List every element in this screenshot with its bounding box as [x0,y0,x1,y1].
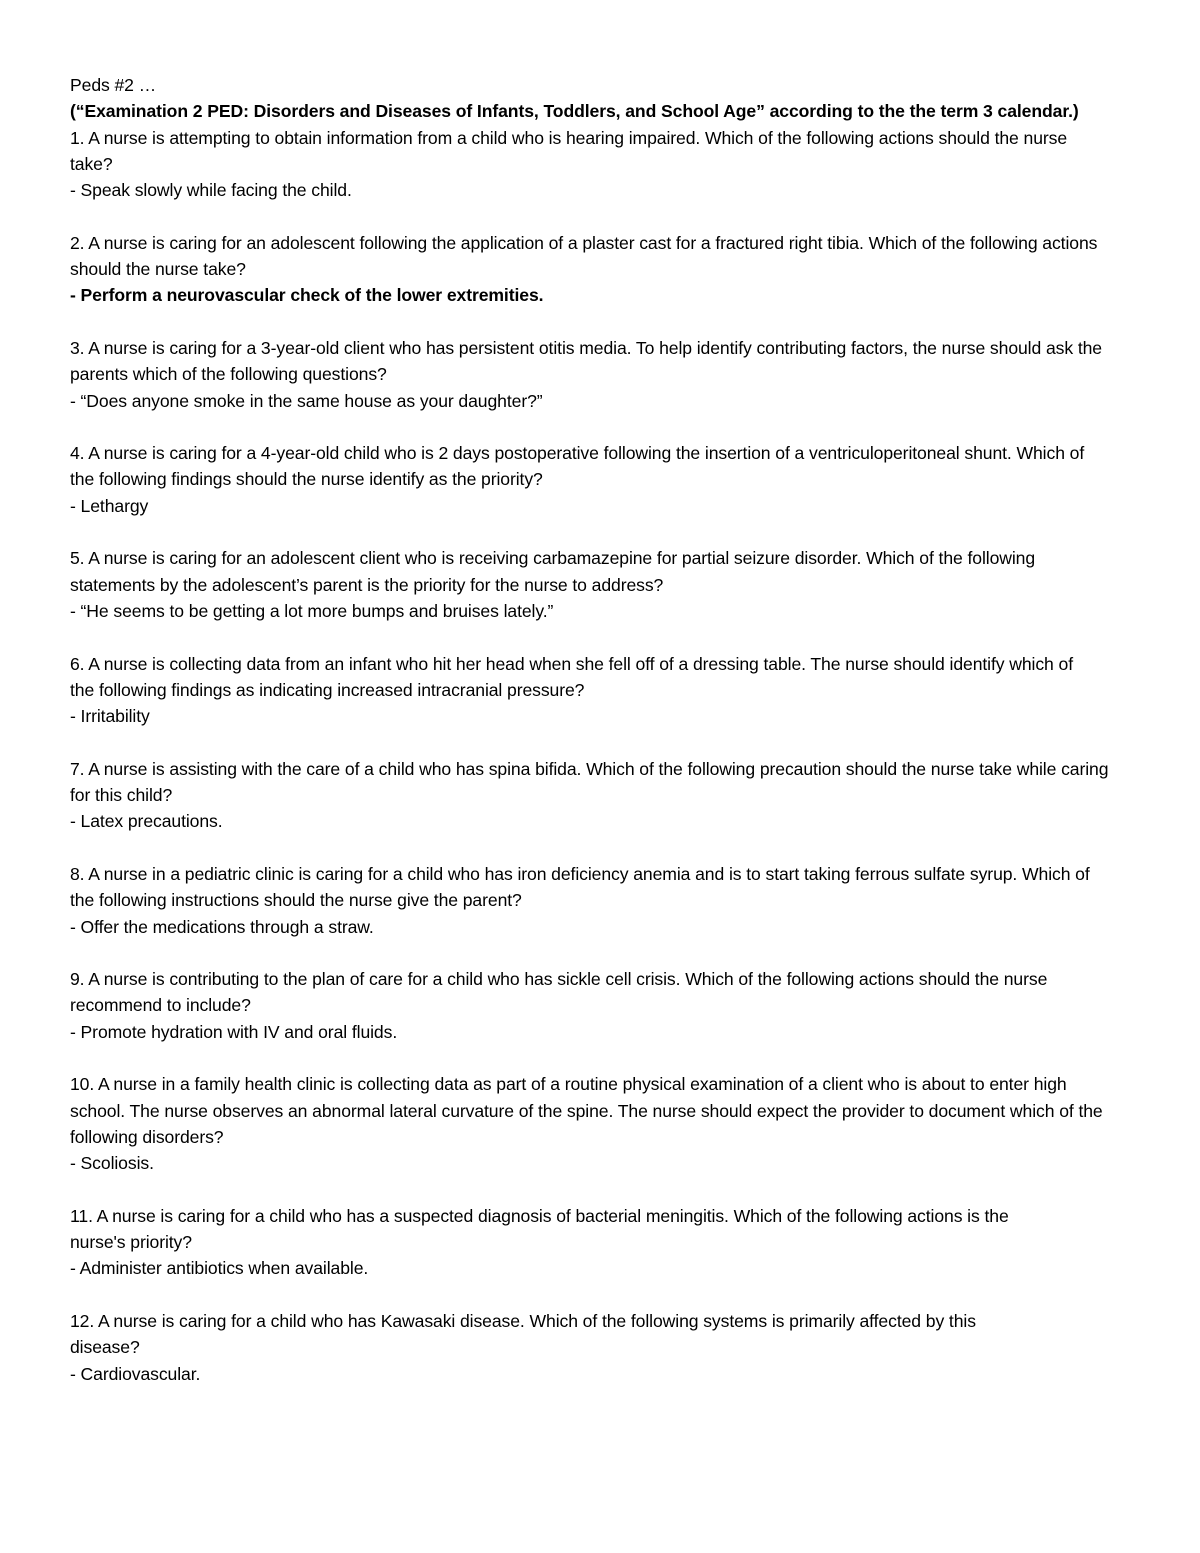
answer-text: - Speak slowly while facing the child. [70,180,352,201]
document-subtitle: (“Examination 2 PED: Disorders and Diseases of Infants, Toddlers, and School Age” according to the the term 3 calendar.) [70,101,1079,122]
question-text: 11. A nurse is caring for a child who has a suspected diagnosis of bacterial meningitis. Which of the following actions is the nurse's priority? [70,1205,1009,1253]
answer-text: - Scoliosis. [70,1153,154,1174]
answer-text: - Irritability [70,706,150,727]
question-item-7 [70,756,1140,835]
question-item-2 [70,230,1140,309]
question-text: 2. A nurse is caring for an adolescent following the application of a plaster cast for a fractured right tibia. Which of the following actions should the nurse take? [70,232,1098,280]
document-title: Peds #2 … [70,75,157,95]
question-text: 6. A nurse is collecting data from an infant who hit her head when she fell off of a dressing table. The nurse should identify which of the following findings as indicating increased intracranial pressure? [70,653,1073,700]
answer-text: - Latex precautions. [70,811,223,832]
answer-text: - “He seems to be getting a lot more bumps and bruises lately.” [70,600,554,621]
question-text: 9. A nurse is contributing to the plan of care for a child who has sickle cell crisis. Which of the following actions should the nurse recommend to include? [70,969,1048,1016]
answer-text: - Administer antibiotics when available. [70,1258,369,1279]
question-text: 12. A nurse is caring for a child who has Kawasaki disease. Which of the following systems is primarily affected by this disease? [70,1310,976,1358]
question-item-1 [70,125,1140,204]
question-text: 8. A nurse in a pediatric clinic is caring for a child who has iron deficiency anemia and is to start taking ferrous sulfate syrup. Which of the following instructions should the nurse give the parent? [70,863,1090,911]
question-item-5 [70,545,1140,624]
question-text: 4. A nurse is caring for a 4-year-old child who is 2 days postoperative following the insertion of a ventriculoperitoneal shunt. Which of the following findings should the nurse identify as the priority? [70,443,1085,490]
answer-text: - Perform a neurovascular check of the lower extremities. [70,285,544,306]
answer-text: - Lethargy [70,495,149,516]
question-text: 10. A nurse in a family health clinic is collecting data as part of a routine physical examination of a client who is about to enter high school. The nurse observes an abnormal lateral curvature of the spine. The nurse should expect the provider to document which of the following disorders? [70,1074,1103,1147]
answer-text: - Cardiovascular. [70,1363,201,1384]
question-item-6 [70,651,1140,730]
question-text: 7. A nurse is assisting with the care of a child who has spina bifida. Which of the following precaution should the nurse take while caring for this child? [70,758,1109,806]
answer-text: - Promote hydration with IV and oral fluids. [70,1021,398,1042]
question-item-10 [70,1071,1140,1176]
question-item-8 [70,861,1140,940]
question-item-9 [70,966,1140,1045]
answer-text: - Offer the medications through a straw. [70,916,374,937]
document-body [70,72,1140,1413]
answer-text: - “Does anyone smoke in the same house as your daughter?” [70,390,543,411]
question-item-4 [70,440,1140,519]
question-item-3 [70,335,1140,414]
question-item-11 [70,1203,1140,1282]
question-text: 1. A nurse is attempting to obtain information from a child who is hearing impaired. Which of the following actions should the nurse take? [70,127,1068,174]
question-item-12 [70,1308,1140,1387]
question-text: 5. A nurse is caring for an adolescent client who is receiving carbamazepine for partial seizure disorder. Which of the following statements by the adolescent’s parent is the priority for the nurse to address? [70,548,1036,595]
question-text: 3. A nurse is caring for a 3-year-old client who has persistent otitis media. To help identify contributing factors, the nurse should ask the parents which of the following questions? [70,337,1102,385]
